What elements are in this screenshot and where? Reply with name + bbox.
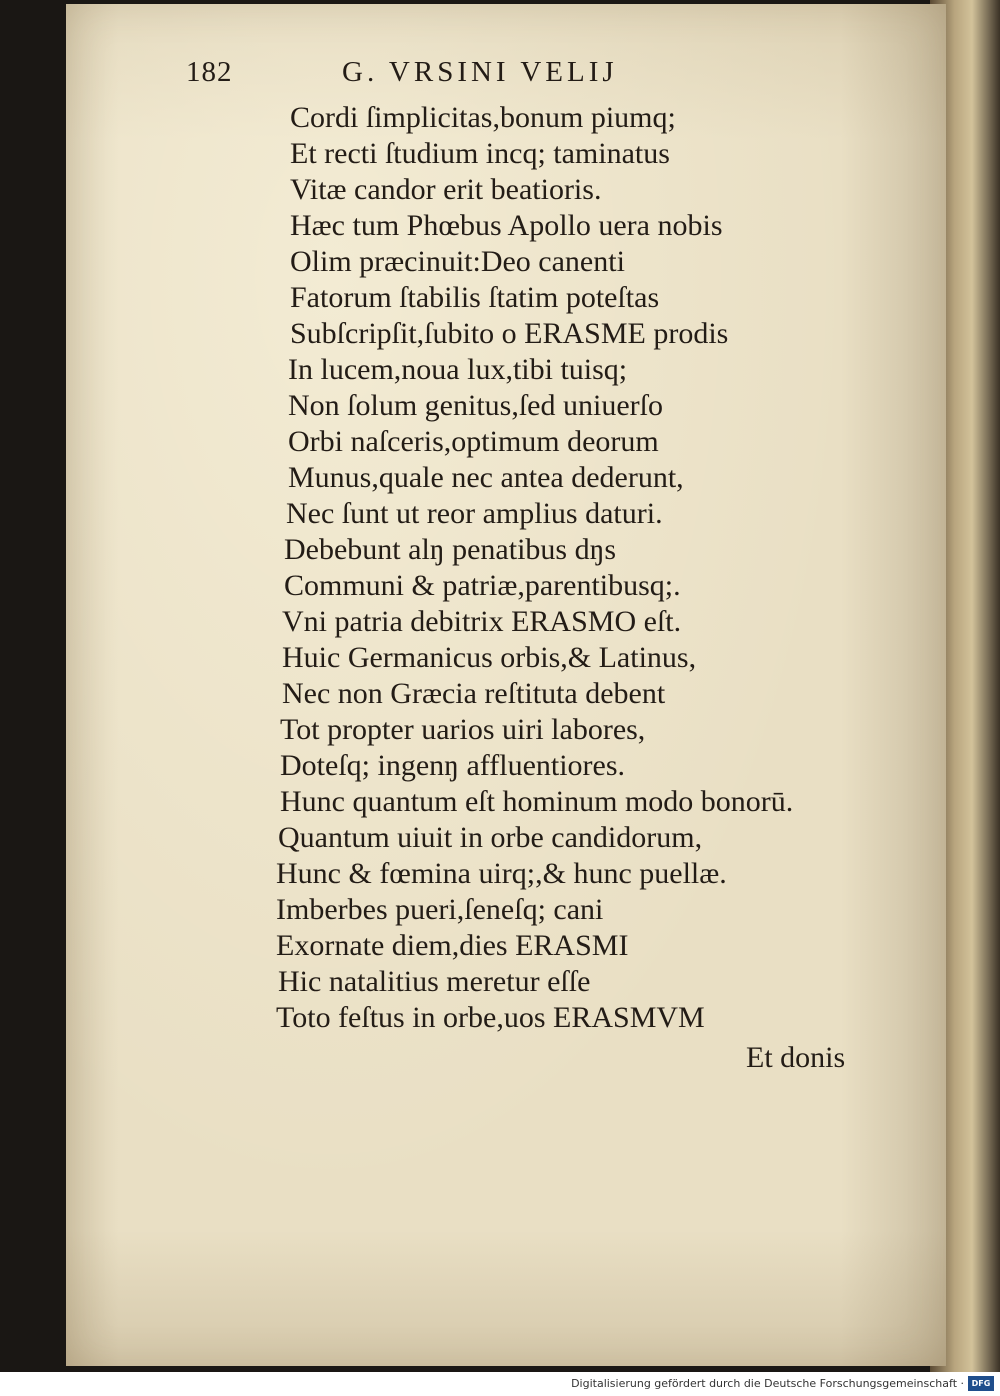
poem-line: Nec non Græcia reſtituta debent — [282, 677, 666, 710]
poem-line: Vni patria debitrix ERASMO eſt. — [282, 605, 682, 638]
poem-line: Vitæ candor erit beatioris. — [290, 173, 602, 206]
dfg-logo: DFG — [968, 1376, 994, 1391]
poem-line: Hæc tum Phœbus Apollo uera nobis — [290, 209, 723, 242]
poem-line: Non ſolum genitus,ſed uniuerſo — [288, 389, 663, 422]
footer-credit-text: Digitalisierung gefördert durch die Deutsche Forschungsgemeinschaft · — [571, 1377, 964, 1390]
poem-line: Communi & patriæ,parentibusq;. — [284, 569, 681, 602]
poem-line: Quantum uiuit in orbe candidorum, — [278, 821, 703, 854]
poem-line: Exornate diem,dies ERASMI — [276, 929, 629, 962]
poem-line: Orbi naſceris,optimum deorum — [288, 425, 659, 458]
poem-line: Fatorum ſtabilis ſtatim poteſtas — [290, 281, 660, 314]
poem-line: Tot propter uarios uiri labores, — [280, 713, 646, 746]
poem-line: Hic natalitius meretur eſſe — [278, 965, 591, 998]
poem-line: Nec ſunt ut reor amplius daturi. — [286, 497, 663, 530]
poem-line: Hunc quantum eſt hominum modo bonorū. — [280, 785, 794, 818]
poem-line: In lucem,noua lux,tibi tuisq; — [288, 353, 628, 386]
running-head — [166, 56, 726, 96]
poem-line: Et recti ſtudium incq; taminatus — [290, 137, 670, 170]
poem-text — [220, 100, 860, 1036]
poem-line: Munus,quale nec antea dederunt, — [288, 461, 684, 494]
page-number: 182 — [186, 56, 233, 88]
poem-line: Hunc & fœmina uirq;,& hunc puellæ. — [276, 857, 727, 890]
poem-line: Imberbes pueri,ſeneſq; cani — [276, 893, 604, 926]
running-head-title: G. VRSINI VELIJ — [342, 56, 618, 88]
poem-line: Doteſq; ingenŋ affluentiores. — [280, 749, 626, 782]
digitization-footer — [0, 1372, 1000, 1396]
catchword: Et donis — [746, 1041, 846, 1074]
poem-line: Toto feſtus in orbe,uos ERASMVM — [276, 1001, 705, 1034]
poem-line: Debebunt alŋ penatibus dŋs — [284, 533, 617, 566]
poem-line: Subſcripſit,ſubito o ERASME prodis — [290, 317, 729, 350]
poem-line: Huic Germanicus orbis,& Latinus, — [282, 641, 697, 674]
poem-line: Olim præcinuit:Deo canenti — [290, 245, 625, 278]
poem-line: Cordi ſimplicitas,bonum piumq; — [290, 101, 676, 134]
